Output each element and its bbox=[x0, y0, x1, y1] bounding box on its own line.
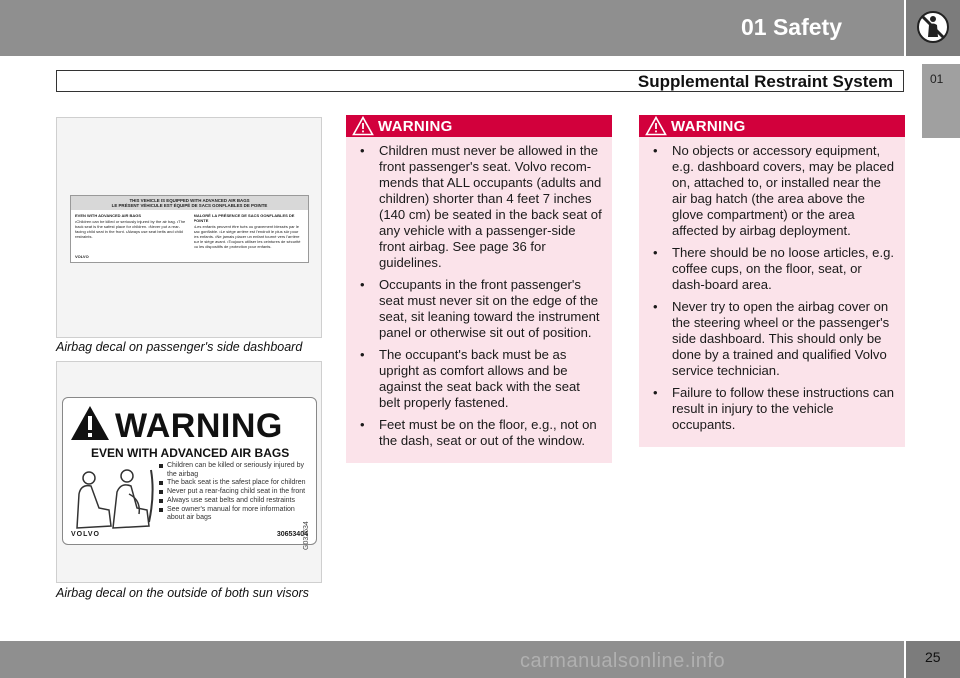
section-bar bbox=[56, 70, 904, 92]
list-item: Always use seat belts and child restraints bbox=[159, 497, 313, 506]
decal-column-en-text: •Children can be killed or seriously injured by the air bag. •The back seat is the safest place for children. •Never put a rear-facing child seat in the front. •Always use seat belts and child restraints. bbox=[75, 219, 186, 239]
section-title: Supplemental Restraint System bbox=[637, 72, 893, 91]
warning-triangle-icon bbox=[352, 116, 374, 136]
list-item: • Never try to open the airbag cover on the steering wheel or the passenger's side dashboard. This should only be done by a trained and qualified Volvo service technician. bbox=[647, 299, 897, 379]
chapter-title: 01 Safety bbox=[740, 14, 842, 40]
figure-caption-sun-visor: Airbag decal on the outside of both sun visors bbox=[56, 586, 309, 600]
warning-heading: WARNING bbox=[378, 118, 453, 135]
sun-visor-decal-figure bbox=[56, 361, 322, 583]
dashboard-decal-figure bbox=[56, 117, 322, 338]
watermark: carmanualsonline.info bbox=[520, 650, 726, 672]
header-bar bbox=[0, 0, 904, 56]
warning-triangle-icon bbox=[69, 404, 111, 442]
decal-header bbox=[71, 196, 308, 210]
decal-header-fr: LE PRÉSENT VÉHICULE EST ÉQUIPÉ DE SACS GONFLABLES DE POINTE bbox=[111, 203, 268, 208]
chapter-icon-box bbox=[906, 0, 960, 56]
page-number-box bbox=[906, 641, 960, 678]
warning-header bbox=[639, 115, 905, 137]
seatbelt-prohibition-icon bbox=[916, 10, 950, 44]
image-code: G032634 bbox=[303, 521, 310, 550]
warning-triangle-icon bbox=[645, 116, 667, 136]
decal-warning-title: WARNING bbox=[115, 407, 283, 445]
warning-list bbox=[346, 137, 612, 463]
list-item: Children can be killed or seriously injured by the airbag bbox=[159, 462, 313, 479]
sun-visor-warning-decal bbox=[62, 397, 317, 545]
decal-column-en bbox=[75, 213, 186, 249]
dashboard-airbag-decal bbox=[70, 195, 309, 263]
decal-column-fr-title: MALGRÉ LA PRÉSENCE DE SACS GONFLABLES DE POINTE bbox=[193, 213, 295, 223]
decal-warning-list bbox=[159, 462, 313, 523]
warning-list bbox=[639, 137, 905, 447]
list-item: • The occupant's back must be as upright as comfort allows and be against the seat back with the seat belt properly fastened. bbox=[354, 347, 604, 411]
warning-heading: WARNING bbox=[671, 118, 746, 135]
decal-warning-subtitle: EVEN WITH ADVANCED AIR BAGS bbox=[91, 446, 290, 460]
list-item: • Occupants in the front passenger's seat must never sit on the edge of the seat, sit leaning toward the instrument panel or otherwise sit out of position. bbox=[354, 277, 604, 341]
child-seat-illustration-icon bbox=[69, 464, 157, 530]
decal-brand: VOLVO bbox=[75, 254, 89, 259]
warning-box-2 bbox=[639, 115, 905, 447]
list-item: The back seat is the safest place for children bbox=[159, 479, 313, 488]
decal-column-fr-text: •Les enfants peuvent être tués ou gravement blessés par le sac gonflable. •Le siège arrière est l'endroit le plus sûr pour les enfants. •Ne jamais placer un enfant tourné vers l'arrière sur le siège avant. •Toujours utiliser les ceintures de sécurité ou les dispositifs de protection pour enfants. bbox=[193, 224, 301, 249]
list-item: Never put a rear-facing child seat in the front bbox=[159, 488, 313, 497]
list-item: • Children must never be allowed in the front passenger's seat. Volvo recom-mends that ALL occupants (adults and children) shorter than 4 feet 7 inches (140 cm) be seated in the back seat of any vehicle with a passenger-side front airbag. See page 36 for guidelines. bbox=[354, 143, 604, 271]
decal-column-fr bbox=[194, 213, 305, 249]
chapter-tab[interactable] bbox=[922, 64, 960, 138]
list-item: • Failure to follow these instructions can result in injury to the vehicle occupants. bbox=[647, 385, 897, 433]
decal-header-en: THIS VEHICLE IS EQUIPPED WITH ADVANCED AIR BAGS bbox=[129, 198, 250, 203]
figure-caption-dashboard: Airbag decal on passenger's side dashboard bbox=[56, 340, 303, 354]
decal-brand: VOLVO bbox=[71, 531, 100, 538]
warning-header bbox=[346, 115, 612, 137]
page-number: 25 bbox=[925, 649, 941, 665]
decal-column-en-title: EVEN WITH ADVANCED AIR BAGS bbox=[75, 213, 142, 218]
list-item: See owner's manual for more information about air bags bbox=[159, 506, 313, 523]
list-item: • Feet must be on the floor, e.g., not on the dash, seat or out of the window. bbox=[354, 417, 604, 449]
list-item: • No objects or accessory equipment, e.g. dashboard covers, may be placed on, attached to, or installed near the air bag hatch (the area above the glove compartment) or the area affected by airbag deployment. bbox=[647, 143, 897, 239]
list-item: • There should be no loose articles, e.g. coffee cups, on the floor, seat, or dash-board area. bbox=[647, 245, 897, 293]
decal-part-number: 30653404 bbox=[276, 531, 308, 538]
footer-bar bbox=[0, 641, 904, 678]
chapter-tab-label: 01 bbox=[930, 72, 944, 86]
warning-box-1 bbox=[346, 115, 612, 463]
